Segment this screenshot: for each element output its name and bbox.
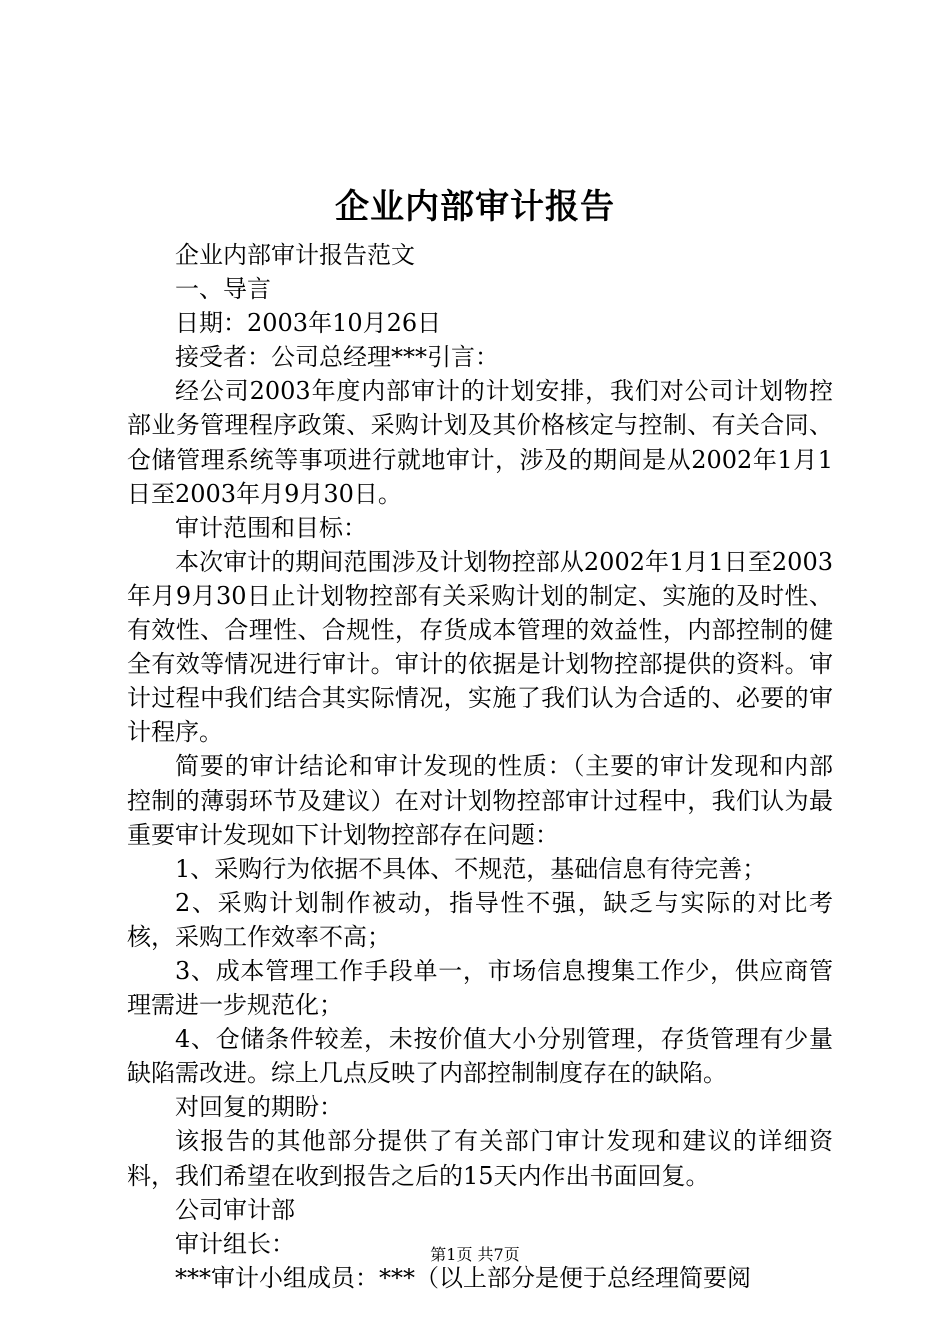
paragraph-reply: 该报告的其他部分提供了有关部门审计发现和建议的详细资料，我们希望在收到报告之后的15天内作出书面回复。 (127, 1127, 833, 1190)
document-title: 企业内部审计报告 (335, 187, 615, 227)
paragraph-intro: 经公司2003年度内部审计的计划安排，我们对公司计划物控部业务管理程序政策、采购计划及其价格核定与控制、有关合同、仓储管理系统等事项进行就地审计，涉及的期间是从2002年1月1日至2003年月9月30日。 (127, 377, 833, 508)
paragraph-recipient: 接受者：公司总经理***引言： (175, 343, 499, 372)
document-body (127, 238, 833, 1295)
paragraph-findings-intro: 简要的审计结论和审计发现的性质：（主要的审计发现和内部控制的薄弱环节及建议）在对计划物控部审计过程中，我们认为最重要审计发现如下计划物控部存在问题： (127, 752, 833, 849)
paragraph-department: 公司审计部 (175, 1195, 295, 1224)
paragraph-scope-heading: 审计范围和目标： (175, 513, 367, 542)
paragraph-team-leader: 审计组长： (175, 1229, 295, 1258)
paragraph-subtitle: 企业内部审计报告范文 (175, 241, 415, 269)
paragraph-finding-2: 2、采购计划制作被动，指导性不强，缺乏与实际的对比考核，采购工作效率不高； (127, 888, 833, 951)
paragraph-finding-1: 1、采购行为依据不具体、不规范，基础信息有待完善； (175, 854, 767, 883)
paragraph-scope: 本次审计的期间范围涉及计划物控部从2002年1月1日至2003年月9月30日止计划物控部有关采购计划的制定、实施的及时性、有效性、合理性、合规性，存货成本管理的效益性，内部控制的健全有效等情况进行审计。审计的依据是计划物控部提供的资料。审计过程中我们结合其实际情况，实施了我们认为合适的、必要的审计程序。 (127, 547, 833, 747)
paragraph-finding-3: 3、成本管理工作手段单一，市场信息搜集工作少，供应商管理需进一步规范化； (127, 956, 833, 1020)
paragraph-reply-heading: 对回复的期盼： (175, 1093, 343, 1122)
paragraph-section-heading: 一、导言 (175, 275, 271, 304)
paragraph-finding-4: 4、仓储条件较差，未按价值大小分别管理，存货管理有少量缺陷需改进。综上几点反映了内部控制制度存在的缺陷。 (127, 1025, 833, 1088)
paragraph-team-members: ***审计小组成员：***（以上部分是便于总经理简要阅 (175, 1263, 751, 1292)
page-number-footer: 第1页 共7页 (430, 1245, 520, 1264)
paragraph-date: 日期：2003年10月26日 (175, 309, 442, 338)
